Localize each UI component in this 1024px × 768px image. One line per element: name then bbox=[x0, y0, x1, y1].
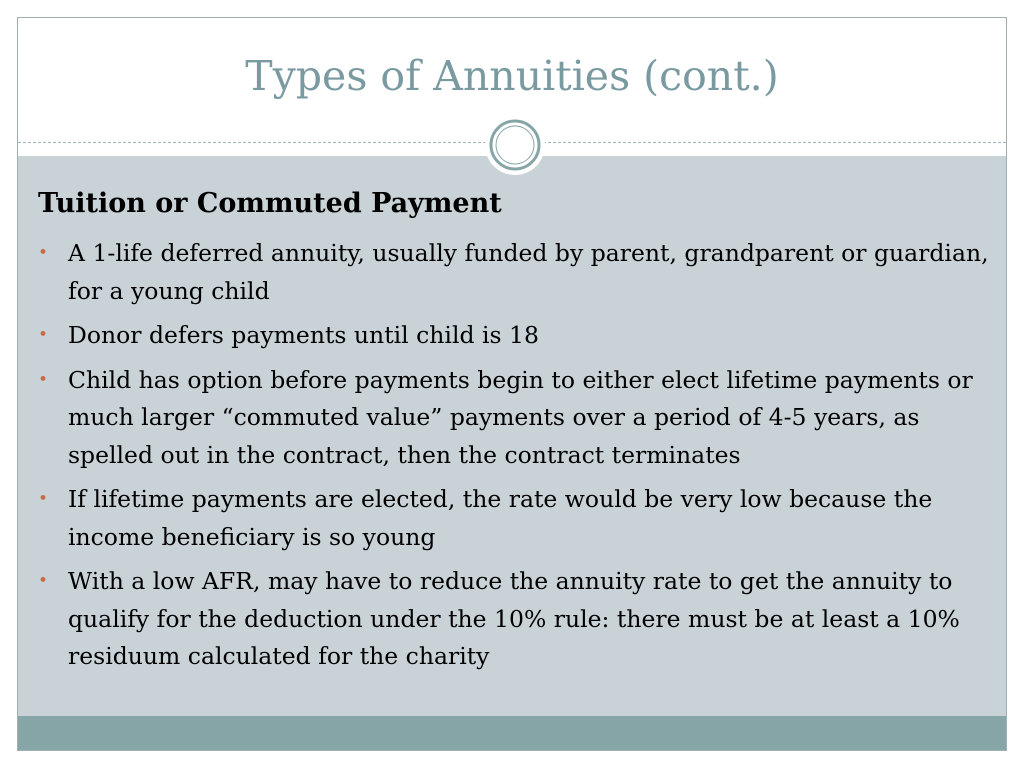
bullet-item bbox=[18, 235, 1007, 310]
slide bbox=[17, 17, 1007, 751]
bullet-item bbox=[18, 481, 1007, 556]
bullet-list bbox=[18, 235, 1007, 683]
footer-band bbox=[18, 716, 1006, 751]
bullet-item bbox=[18, 317, 1007, 355]
slide-title: Types of Annuities (cont.) bbox=[245, 52, 779, 100]
bullet-text: With a low AFR, may have to reduce the annuity rate to get the annuity to qualify for the deduction under the 10% rule: there must be at least a 10% residuum calculated for the charity bbox=[68, 567, 960, 670]
bullet-icon: • bbox=[38, 489, 49, 509]
bullet-icon: • bbox=[38, 369, 49, 390]
section-heading: Tuition or Commuted Payment bbox=[38, 188, 502, 219]
bullet-icon: • bbox=[38, 571, 49, 591]
bullet-text: Donor defers payments until child is 18 bbox=[68, 321, 539, 349]
bullet-icon: • bbox=[38, 243, 49, 263]
bullet-item bbox=[18, 563, 1007, 676]
bullet-icon: • bbox=[38, 325, 49, 345]
circle-ornament-icon bbox=[484, 114, 546, 176]
bullet-text: A 1-life deferred annuity, usually funded by parent, grandparent or guardian, for a young child bbox=[68, 239, 989, 305]
bullet-text: If lifetime payments are elected, the rate would be very low because the income beneficiary is so young bbox=[68, 485, 933, 551]
bullet-item bbox=[18, 362, 1007, 475]
bullet-text: Child has option before payments begin to either elect lifetime payments or much larger “commuted value” payments over a period of 4-5 years, as spelled out in the contract, then the contract terminates bbox=[68, 365, 973, 469]
